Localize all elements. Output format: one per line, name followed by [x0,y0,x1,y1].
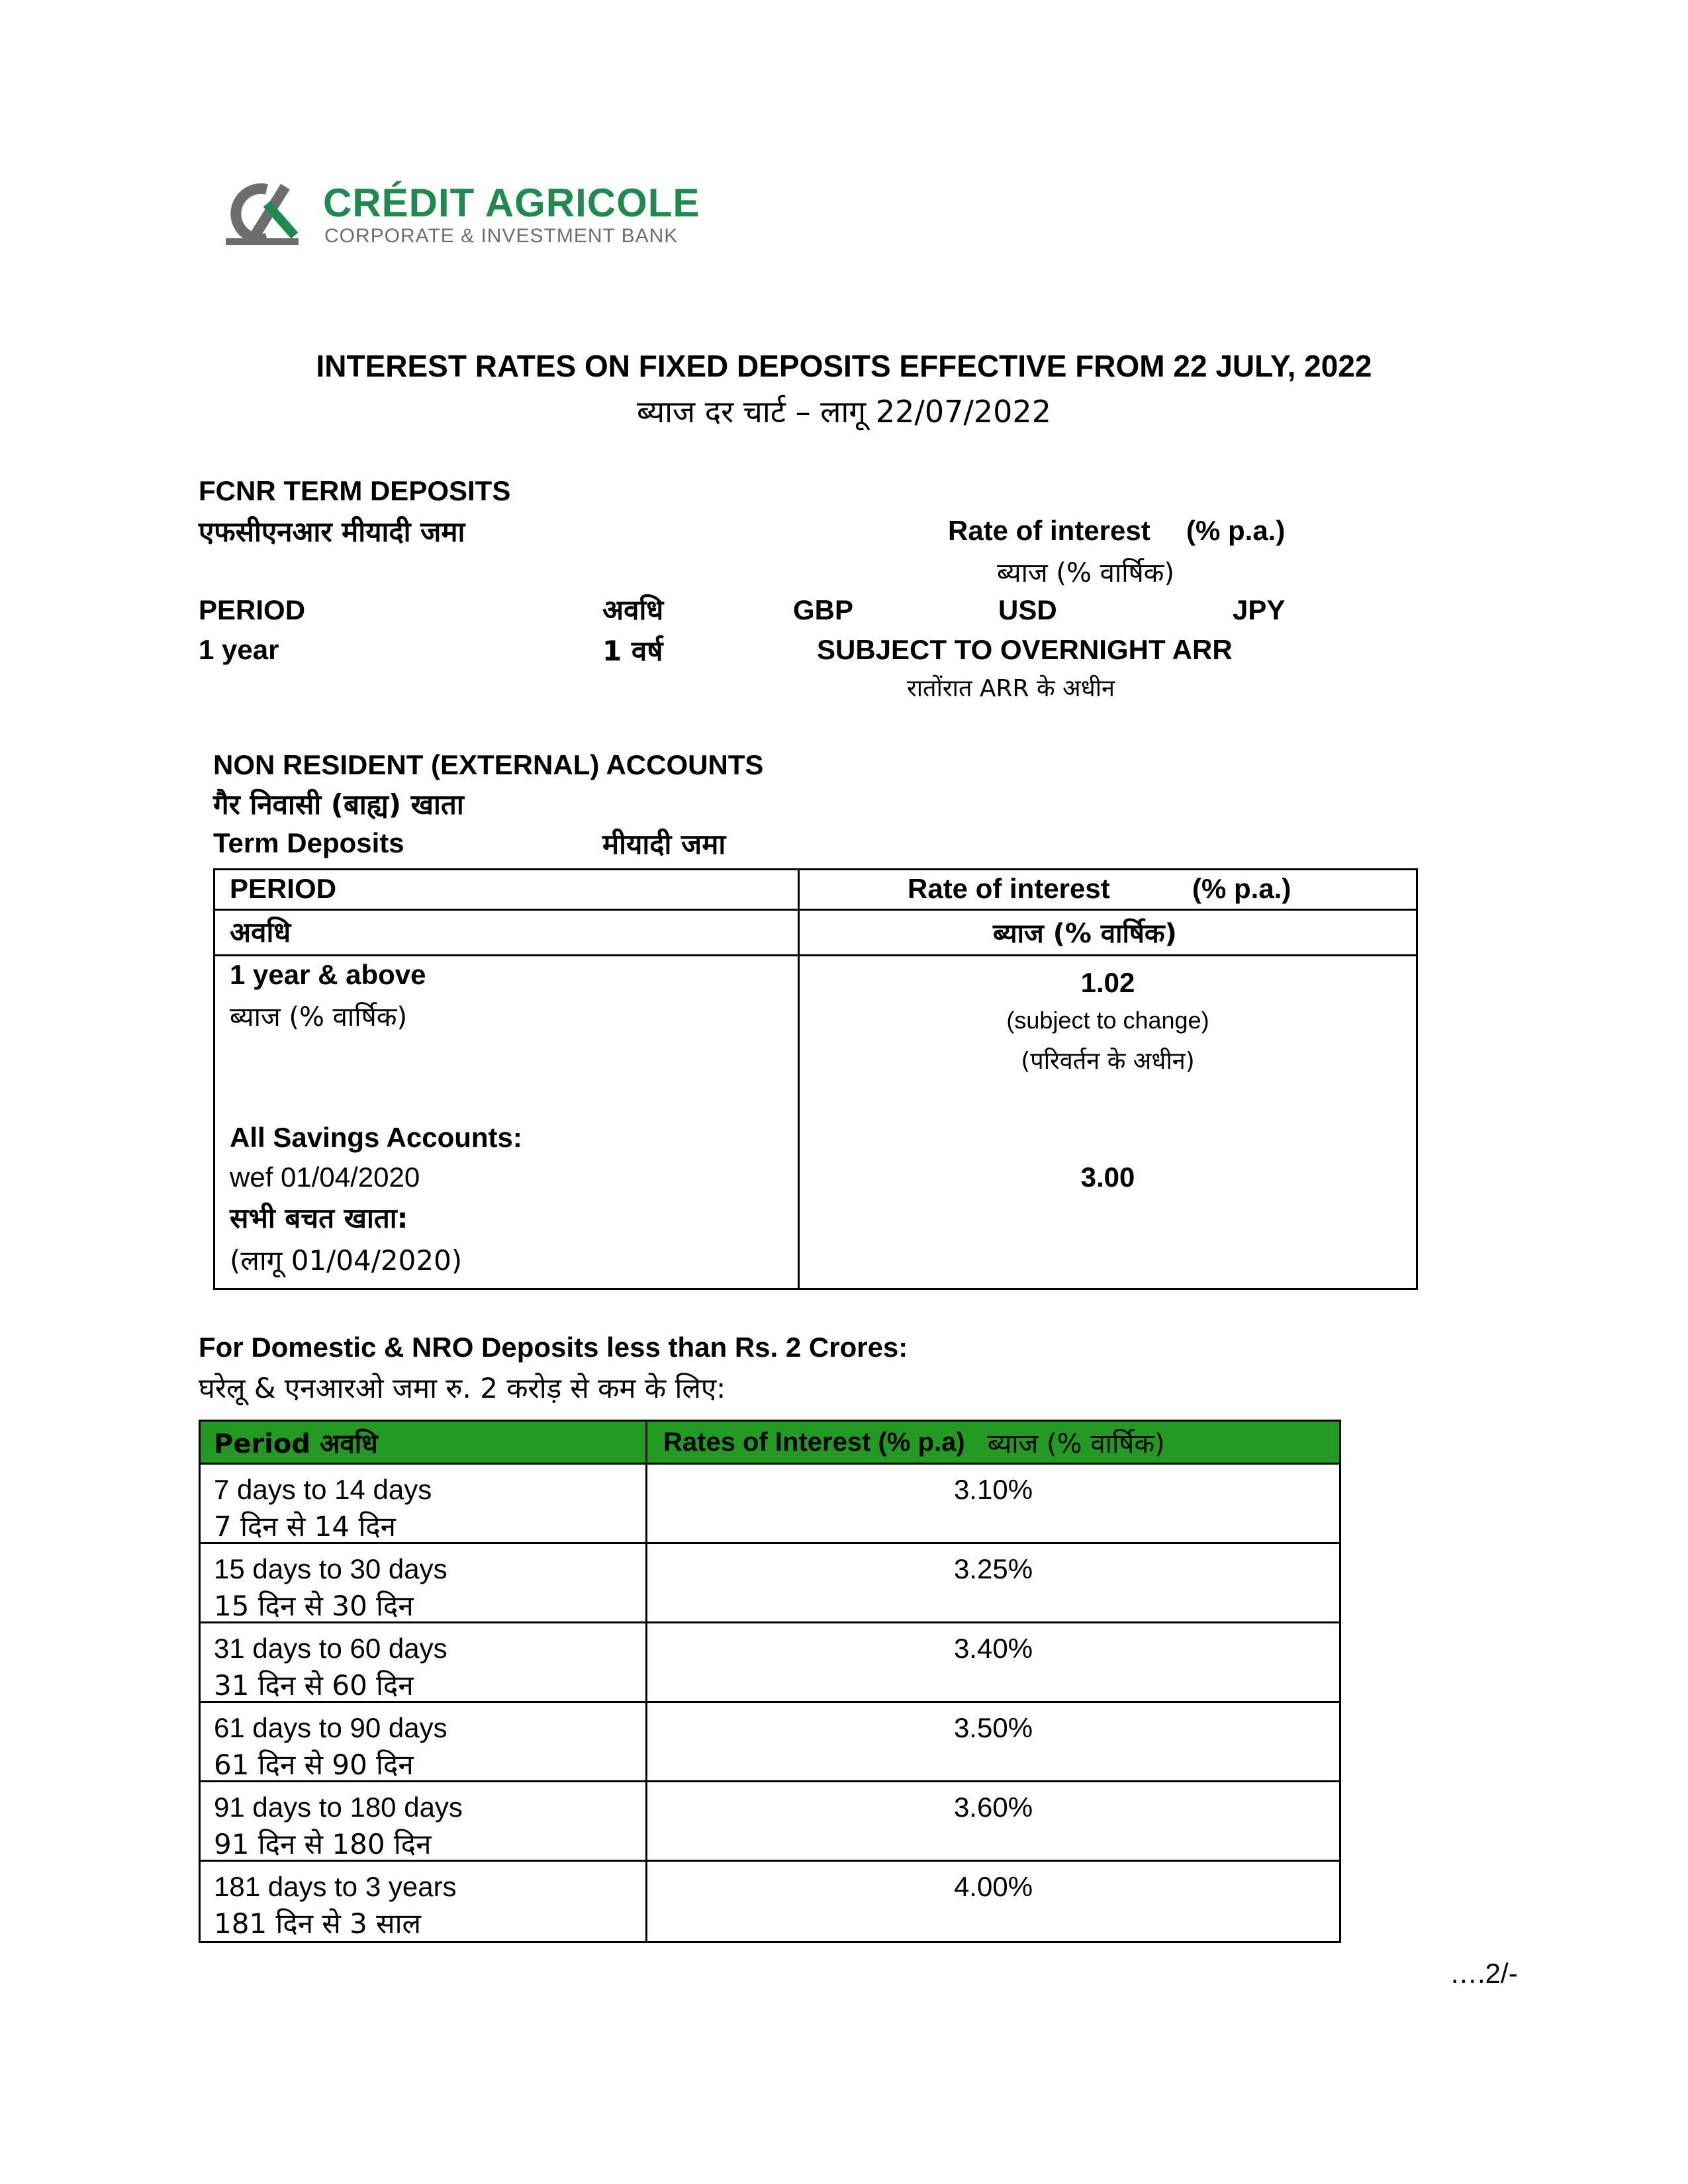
nre-row1-rate: 1.02 [1080,967,1135,998]
fcnr-currency-gbp: GBP [793,594,854,625]
nre-savings-label-hindi: सभी बचत खाता: [230,1202,408,1234]
domestic-col-rate-hindi: ब्याज (% वार्षिक) [987,1428,1165,1459]
fcnr-period-hindi: अवधि [602,594,664,626]
nre-row1-period-hindi: ब्याज (% वार्षिक) [230,1002,408,1032]
row-rate: 3.40% [953,1633,1033,1664]
domestic-col-rate: Rates of Interest (% p.a) [663,1427,965,1457]
nre-heading: NON RESIDENT (EXTERNAL) ACCOUNTS [213,749,764,780]
fcnr-rate-hindi: ब्याज (% वार्षिक) [997,558,1175,588]
nre-savings-wef: wef 01/04/2020 [230,1161,420,1193]
row-rate: 4.00% [953,1871,1033,1902]
nre-savings-label: All Savings Accounts: [230,1122,522,1153]
nre-sub-label-hindi: मीयादी जमा [602,828,726,860]
logo-subtitle: CORPORATE & INVESTMENT BANK [324,225,679,247]
logo-title: CRÉDIT AGRICOLE [323,181,700,225]
fcnr-rate-label: Rate of interest [948,515,1150,546]
row-rate: 3.50% [953,1712,1033,1743]
nre-col-rate: Rate of interest [908,873,1110,904]
row-period: 181 days to 3 years [214,1871,457,1902]
row-period-hindi: 15 दिन से 30 दिन [214,1590,414,1622]
domestic-rates-table [199,1420,1341,1943]
page-title-hindi: ब्याज दर चार्ट – लागू 22/07/2022 [637,394,1051,430]
domestic-heading-hindi: घरेलू & एनआरओ जमा रु. 2 करोड़ से कम के लिए: [199,1372,726,1404]
table-row [201,1544,1339,1623]
nre-table-divider [798,870,800,1288]
nre-row1-note-hindi: (परिवर्तन के अधीन) [1021,1048,1195,1075]
fcnr-row-period: 1 year [199,634,279,665]
page-continuation-marker: ….2/- [1450,1958,1518,1989]
table-row [201,1782,1339,1862]
nre-savings-rate: 3.00 [1080,1161,1135,1193]
nre-col-rate-hindi: ब्याज (% वार्षिक) [993,919,1177,949]
row-period: 61 days to 90 days [214,1712,447,1743]
credit-agricole-logo-icon [220,177,306,250]
domestic-heading: For Domestic & NRO Deposits less than Rs. 2 Crores: [199,1332,908,1363]
table-row [201,1862,1339,1941]
fcnr-period-label: PERIOD [199,594,306,625]
nre-col-period-hindi: अवधि [230,916,291,948]
row-period: 15 days to 30 days [214,1553,447,1584]
fcnr-currency-usd: USD [998,594,1057,625]
nre-table-divider [215,909,1416,911]
row-rate: 3.25% [953,1553,1033,1584]
nre-heading-hindi: गैर निवासी (बाह्य) खाता [213,788,464,821]
row-period-hindi: 91 दिन से 180 दिन [214,1828,432,1860]
row-period-hindi: 61 दिन से 90 दिन [214,1749,414,1781]
nre-col-period: PERIOD [230,873,337,904]
fcnr-currency-jpy: JPY [1233,594,1286,625]
row-period-hindi: 31 दिन से 60 दिन [214,1669,414,1702]
row-rate: 3.10% [953,1474,1033,1505]
fcnr-row-period-hindi: 1 वर्ष [602,635,663,667]
table-row [201,1465,1339,1544]
fcnr-heading: FCNR TERM DEPOSITS [199,475,511,506]
row-period: 31 days to 60 days [214,1633,447,1664]
nre-table-divider [215,954,1416,956]
fcnr-rate-unit: (% p.a.) [1186,515,1286,546]
fcnr-row-rate-hindi: रातोंरात ARR के अधीन [907,675,1115,702]
nre-row1-note: (subject to change) [1006,1007,1209,1034]
nre-sub-label: Term Deposits [213,827,404,858]
nre-row1-period: 1 year & above [230,959,426,990]
nre-savings-wef-hindi: (लागू 01/04/2020) [230,1244,463,1277]
fcnr-heading-hindi: एफसीएनआर मीयादी जमा [199,516,465,548]
row-period-hindi: 7 दिन से 14 दिन [214,1510,396,1543]
table-row [201,1703,1339,1782]
row-rate: 3.60% [953,1792,1033,1823]
domestic-col-period: Period अवधि [201,1422,647,1463]
row-period: 7 days to 14 days [214,1474,432,1505]
table-row [201,1623,1339,1703]
row-period: 91 days to 180 days [214,1792,463,1823]
nre-col-rate-unit: (% p.a.) [1192,873,1291,904]
row-period-hindi: 181 दिन से 3 साल [214,1907,421,1940]
nre-rates-table [213,868,1418,1290]
fcnr-row-rate: SUBJECT TO OVERNIGHT ARR [817,634,1233,665]
domestic-table-header [201,1422,1339,1465]
page-title: INTEREST RATES ON FIXED DEPOSITS EFFECTIVE FROM 22 JULY, 2022 [316,349,1372,383]
